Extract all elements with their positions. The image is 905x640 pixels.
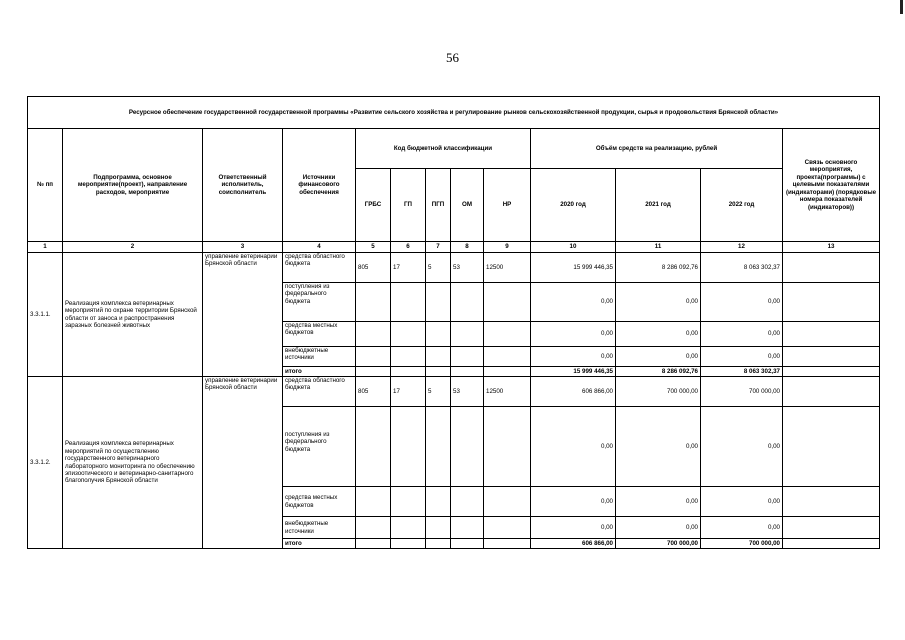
amount-2020: 0,00 (531, 407, 616, 487)
header-budget-classification: Код бюджетной классификации (356, 129, 531, 169)
grbs-cell (356, 517, 391, 539)
total-2020: 606 866,00 (531, 539, 616, 549)
pgp-cell (426, 367, 451, 377)
total-2021: 700 000,00 (616, 539, 701, 549)
header-nr: НР (484, 169, 531, 242)
column-number: 8 (451, 242, 484, 253)
header-om: ОМ (451, 169, 484, 242)
gp-cell: 17 (391, 253, 426, 283)
column-number: 6 (391, 242, 426, 253)
om-cell (451, 539, 484, 549)
gp-cell (391, 487, 426, 517)
gp-cell (391, 539, 426, 549)
measure-responsible: управление ветеринарии Брянской области (203, 253, 283, 377)
total-2021: 8 286 092,76 (616, 367, 701, 377)
om-cell (451, 322, 484, 347)
source-cell: внебюджетные источники (283, 347, 356, 367)
table-title: Ресурсное обеспечение государственной государственной программы «Развитие сельского хозяйства и регулирование рынков сельскохозяйственной продукции, сырья и продовольствия Брянской области» (28, 97, 880, 129)
column-number: 4 (283, 242, 356, 253)
link-cell (783, 347, 880, 367)
link-cell (783, 517, 880, 539)
amount-2022: 0,00 (701, 487, 783, 517)
pgp-cell (426, 539, 451, 549)
measure-code: 3.3.1.1. (28, 253, 63, 377)
header-2021: 2021 год (616, 169, 701, 242)
nr-cell: 12500 (484, 253, 531, 283)
header-subprogram: Подпрограмма, основное мероприятие(проект), направление расходов, мероприятие (63, 129, 203, 242)
nr-cell (484, 322, 531, 347)
pgp-cell (426, 407, 451, 487)
column-number: 10 (531, 242, 616, 253)
nr-cell (484, 283, 531, 322)
header-row-1 (28, 129, 880, 169)
column-number: 3 (203, 242, 283, 253)
grbs-cell (356, 487, 391, 517)
header-2022: 2022 год (701, 169, 783, 242)
grbs-cell (356, 367, 391, 377)
amount-2021: 0,00 (616, 487, 701, 517)
link-cell (783, 407, 880, 487)
amount-2020: 0,00 (531, 347, 616, 367)
resource-table (27, 96, 880, 549)
total-2020: 15 999 446,35 (531, 367, 616, 377)
total-2022: 8 063 302,37 (701, 367, 783, 377)
gp-cell (391, 322, 426, 347)
amount-2020: 0,00 (531, 283, 616, 322)
header-gp: ГП (391, 169, 426, 242)
pgp-cell (426, 347, 451, 367)
pgp-cell (426, 487, 451, 517)
column-number: 2 (63, 242, 203, 253)
header-responsible: Ответственный исполнитель, соисполнитель (203, 129, 283, 242)
source-cell: средства местных бюджетов (283, 487, 356, 517)
grbs-cell (356, 283, 391, 322)
source-cell-total: итого (283, 539, 356, 549)
column-number-row (28, 242, 880, 253)
grbs-cell: 805 (356, 377, 391, 407)
source-cell: внебюджетные источники (283, 517, 356, 539)
column-number: 13 (783, 242, 880, 253)
nr-cell (484, 517, 531, 539)
source-cell: средства местных бюджетов (283, 322, 356, 347)
amount-2020: 15 999 446,35 (531, 253, 616, 283)
gp-cell (391, 367, 426, 377)
amount-2022: 0,00 (701, 322, 783, 347)
amount-2021: 0,00 (616, 407, 701, 487)
om-cell (451, 487, 484, 517)
link-cell (783, 283, 880, 322)
amount-2022: 0,00 (701, 517, 783, 539)
header-link: Связь основного мероприятия, проекта(программы) с целевыми показателями (индикаторами) (порядковые номера показателей (индикаторов)) (783, 129, 880, 242)
gp-cell (391, 347, 426, 367)
table-row (28, 377, 880, 407)
amount-2021: 8 286 092,76 (616, 253, 701, 283)
link-cell (783, 487, 880, 517)
link-cell (783, 367, 880, 377)
grbs-cell: 805 (356, 253, 391, 283)
gp-cell (391, 283, 426, 322)
amount-2021: 0,00 (616, 283, 701, 322)
amount-2022: 700 000,00 (701, 377, 783, 407)
amount-2021: 700 000,00 (616, 377, 701, 407)
amount-2021: 0,00 (616, 322, 701, 347)
amount-2022: 0,00 (701, 407, 783, 487)
source-cell-total: итого (283, 367, 356, 377)
nr-cell (484, 367, 531, 377)
pgp-cell (426, 283, 451, 322)
om-cell (451, 367, 484, 377)
column-number: 9 (484, 242, 531, 253)
amount-2020: 0,00 (531, 322, 616, 347)
column-number: 1 (28, 242, 63, 253)
header-pgp: ПГП (426, 169, 451, 242)
gp-cell (391, 517, 426, 539)
grbs-cell (356, 407, 391, 487)
amount-2020: 0,00 (531, 487, 616, 517)
scan-edge-mark (900, 0, 903, 14)
nr-cell: 12500 (484, 377, 531, 407)
nr-cell (484, 407, 531, 487)
page-number: 56 (446, 50, 459, 65)
source-cell: поступления из федерального бюджета (283, 283, 356, 322)
header-no: № пп (28, 129, 63, 242)
amount-2021: 0,00 (616, 517, 701, 539)
nr-cell (484, 347, 531, 367)
measure-description: Реализация комплекса ветеринарных мероприятий по охране территории Брянской области от заноса и распространения заразных болезней животных (63, 253, 203, 377)
link-cell (783, 322, 880, 347)
title-row (28, 97, 880, 129)
measure-code: 3.3.1.2. (28, 377, 63, 549)
nr-cell (484, 487, 531, 517)
table-row (28, 253, 880, 283)
measure-responsible: управление ветеринарии Брянской области (203, 377, 283, 549)
om-cell (451, 283, 484, 322)
amount-2020: 0,00 (531, 517, 616, 539)
header-volume: Объём средств на реализацию, рублей (531, 129, 783, 169)
nr-cell (484, 539, 531, 549)
column-number: 11 (616, 242, 701, 253)
om-cell: 53 (451, 253, 484, 283)
pgp-cell (426, 517, 451, 539)
source-cell: средства областного бюджета (283, 253, 356, 283)
om-cell (451, 347, 484, 367)
link-cell (783, 253, 880, 283)
column-number: 12 (701, 242, 783, 253)
measure-description: Реализация комплекса ветеринарных мероприятий по осуществлению государственного ветеринарного лабораторного мониторинга по обеспечению эпизоотического и ветеринарно-санитарного благополучия Брянской области (63, 377, 203, 549)
grbs-cell (356, 322, 391, 347)
source-cell: поступления из федерального бюджета (283, 407, 356, 487)
source-cell: средства областного бюджета (283, 377, 356, 407)
grbs-cell (356, 539, 391, 549)
amount-2020: 606 866,00 (531, 377, 616, 407)
amount-2022: 0,00 (701, 283, 783, 322)
column-number: 7 (426, 242, 451, 253)
link-cell (783, 539, 880, 549)
amount-2022: 0,00 (701, 347, 783, 367)
header-sources: Источники финансового обеспечения (283, 129, 356, 242)
pgp-cell: 5 (426, 377, 451, 407)
gp-cell (391, 407, 426, 487)
pgp-cell (426, 322, 451, 347)
amount-2021: 0,00 (616, 347, 701, 367)
grbs-cell (356, 347, 391, 367)
total-2022: 700 000,00 (701, 539, 783, 549)
gp-cell: 17 (391, 377, 426, 407)
column-number: 5 (356, 242, 391, 253)
amount-2022: 8 063 302,37 (701, 253, 783, 283)
om-cell (451, 407, 484, 487)
link-cell (783, 377, 880, 407)
header-2020: 2020 год (531, 169, 616, 242)
pgp-cell: 5 (426, 253, 451, 283)
header-grbs: ГРБС (356, 169, 391, 242)
om-cell: 53 (451, 377, 484, 407)
om-cell (451, 517, 484, 539)
